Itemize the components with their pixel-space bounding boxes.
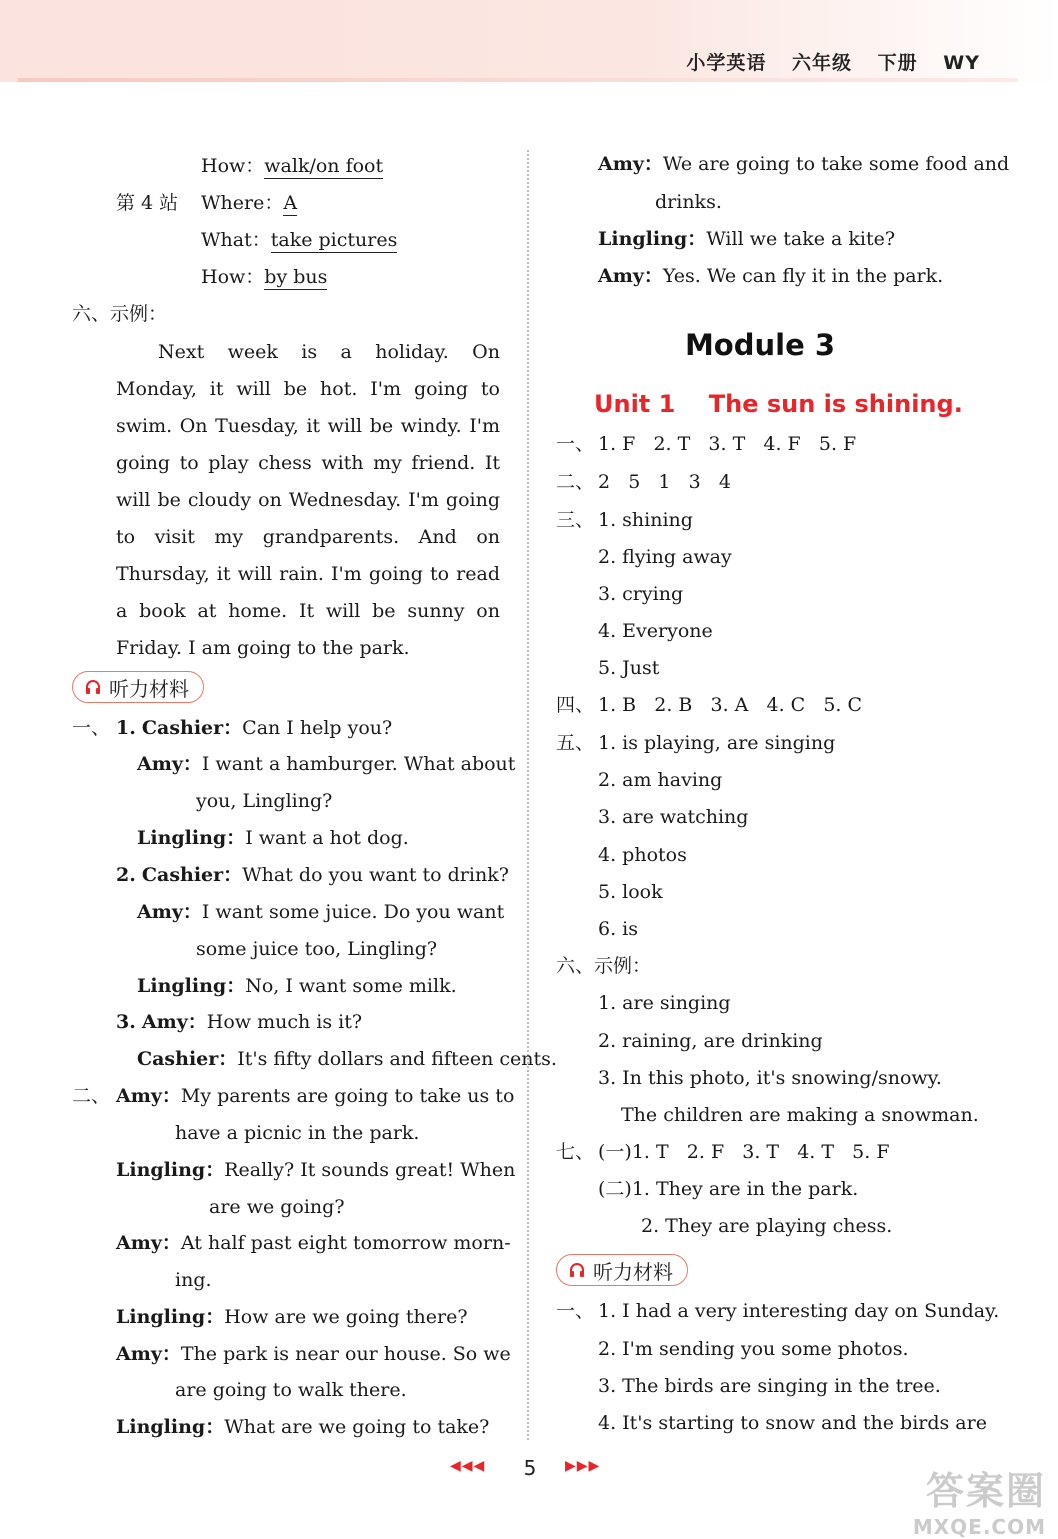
utterance: My parents are going to take us to — [180, 1085, 515, 1107]
answer-item: 4. photos — [598, 844, 687, 866]
listening-badge — [556, 1254, 688, 1286]
answer-item: 6. is — [598, 918, 638, 940]
utterance: What are we going to take? — [224, 1416, 490, 1438]
dialogue-line — [598, 227, 895, 251]
dialogue-line — [116, 716, 392, 740]
where-answer: A — [283, 192, 298, 214]
utterance: What do you want to drink? — [242, 864, 509, 886]
speaker: Amy： — [116, 1232, 181, 1254]
dialogue-line — [137, 826, 409, 850]
section-4-label: 四、 — [556, 694, 595, 716]
header-volume: 下册 — [877, 52, 918, 74]
dialogue-line: ing. — [175, 1269, 212, 1291]
speaker: Amy： — [137, 753, 202, 775]
watermark-bottom: MXQE.COM — [912, 1515, 1046, 1539]
answer-item: 2. am having — [598, 769, 723, 791]
section-6-label: 六、示例： — [556, 955, 652, 977]
speaker: Cashier： — [141, 717, 243, 739]
utterance: Will we take a kite? — [706, 228, 896, 250]
watermark — [866, 1460, 1046, 1539]
next-arrows-icon: ▶▶▶ — [565, 1458, 601, 1474]
prev-arrows-icon: ◀◀◀ — [450, 1458, 486, 1474]
answer-item: 5. look — [598, 881, 663, 903]
section-3-label: 三、 — [556, 509, 595, 531]
dialogue-line — [116, 1010, 362, 1034]
answer-item: 2. flying away — [598, 546, 732, 568]
speaker: Lingling： — [598, 228, 707, 250]
utterance: I want a hamburger. What about — [201, 753, 516, 775]
listening-label: 听力材料 — [593, 1259, 673, 1284]
utterance: Really? It sounds great! When — [224, 1159, 516, 1181]
section-6-label: 六、示例： — [72, 303, 168, 325]
page-number: 5 — [523, 1456, 537, 1480]
what-label: What： — [201, 229, 271, 251]
dialogue-line — [116, 1084, 514, 1108]
answer-item: 1. is playing, are singing — [598, 732, 836, 754]
speaker: Cashier： — [137, 1048, 238, 1070]
dialogue-line: have a picnic in the park. — [175, 1122, 420, 1144]
answer-item: 3. are watching — [598, 806, 749, 828]
section-7-part1: (一)1. T 2. F 3. T 4. T 5. F — [598, 1141, 890, 1163]
answer-item: 5. Just — [598, 657, 660, 679]
dialogue-line — [116, 1305, 468, 1329]
section-5-label: 五、 — [556, 732, 595, 754]
section-1-label: 一、 — [556, 433, 595, 455]
listening-label: 听力材料 — [109, 676, 189, 701]
section-4-answers: 1. B 2. B 3. A 4. C 5. C — [598, 694, 863, 716]
header-meta — [668, 48, 980, 75]
dialogue-line: are we going? — [209, 1196, 345, 1218]
dialogue-line — [137, 900, 504, 924]
unit-title: Unit 1 The sun is shining. — [594, 390, 963, 418]
how-answer: walk/on foot — [264, 155, 384, 177]
section-7-part2: (二)1. They are in the park. — [598, 1178, 859, 1200]
utterance: I want a hot dog. — [245, 827, 409, 849]
what-answer: take pictures — [270, 229, 398, 251]
listening-badge — [72, 671, 204, 703]
speaker: Amy： — [116, 1085, 181, 1107]
speaker: Amy： — [116, 1343, 181, 1365]
l-section-1-label: 一、 — [556, 1300, 595, 1322]
speaker: Lingling： — [116, 1416, 225, 1438]
how-answer: by bus — [264, 266, 328, 288]
speaker: Lingling： — [116, 1159, 225, 1181]
speaker: Lingling： — [137, 827, 246, 849]
dialogue-line: are going to walk there. — [175, 1379, 407, 1401]
listening-item: 2. I'm sending you some photos. — [598, 1338, 909, 1360]
section-2-answers: 2 5 1 3 4 — [598, 471, 731, 493]
utterance: How much is it? — [206, 1011, 363, 1033]
utterance: The park is near our house. So we — [180, 1343, 511, 1365]
dialogue-line — [598, 264, 943, 288]
station4-where — [201, 191, 297, 215]
module-title: Module 3 — [684, 328, 836, 362]
section-7-part2-item2: 2. They are playing chess. — [641, 1215, 893, 1237]
speaker: Cashier： — [141, 864, 243, 886]
header-subject: 小学英语 — [686, 52, 767, 74]
section-7-label: 七、 — [556, 1141, 595, 1163]
speaker: Amy： — [141, 1011, 207, 1033]
header-grade: 六年级 — [792, 52, 853, 74]
station4-how — [201, 265, 327, 289]
dialogue-line — [137, 974, 457, 998]
dialogue-line — [116, 863, 509, 887]
station4-what — [201, 228, 397, 252]
listening-item: 1. I had a very interesting day on Sunday. — [598, 1300, 1000, 1322]
speaker: Amy： — [598, 265, 663, 287]
sample-paragraph-text: Next week is a holiday. On Monday, it will be hot. I'm going to swim. On Tuesday, it will be windy. I'm going to play chess with my friend. It will be cloudy on Wednesday. I'm going to visit my grandparents. And on Thursday, it will rain. I'm going to read a book at home. It will be sunny on Friday. I am going to the park. — [116, 341, 500, 659]
how-label: How： — [201, 155, 265, 177]
utterance: How are we going there? — [224, 1306, 468, 1328]
speaker: Amy： — [137, 901, 202, 923]
utterance: Yes. We can fly it in the park. — [662, 265, 944, 287]
dialogue-line: drinks. — [655, 191, 722, 213]
speaker: Amy： — [598, 153, 663, 175]
watermark-top: 答案圈 — [925, 1469, 1046, 1513]
header-edition: WY — [943, 52, 980, 74]
speaker: Lingling： — [116, 1306, 225, 1328]
utterance: At half past eight tomorrow morn- — [180, 1232, 511, 1254]
listening-item: 4. It's starting to snow and the birds are — [598, 1412, 987, 1434]
section-2-label: 二、 — [556, 471, 595, 493]
dialogue-line — [598, 152, 1009, 176]
l-section-2-label: 二、 — [72, 1085, 111, 1107]
sample-paragraph — [116, 334, 500, 667]
section-1-answers: 1. F 2. T 3. T 4. F 5. F — [598, 433, 857, 455]
dialogue-line — [137, 1047, 557, 1071]
utterance: No, I want some milk. — [245, 975, 457, 997]
answer-item: 3. crying — [598, 583, 684, 605]
column-divider — [527, 150, 529, 1440]
speaker: Lingling： — [137, 975, 246, 997]
where-label: Where： — [201, 192, 284, 214]
how-label: How： — [201, 266, 265, 288]
dialogue-line — [116, 1231, 511, 1255]
item-number: 3. — [116, 1011, 136, 1033]
listening-item: 3. The birds are singing in the tree. — [598, 1375, 941, 1397]
headphones-icon — [85, 679, 101, 695]
answer-item: The children are making a snowman. — [621, 1104, 979, 1126]
dialogue-line — [137, 752, 515, 776]
answer-item: 4. Everyone — [598, 620, 713, 642]
answer-item: 1. are singing — [598, 992, 731, 1014]
l-section-1-label: 一、 — [72, 717, 111, 739]
station4-label: 第 4 站 — [116, 192, 179, 214]
answer-item: 2. raining, are drinking — [598, 1030, 823, 1052]
dialogue-line: some juice too, Lingling? — [196, 938, 438, 960]
item-number: 2. — [116, 864, 136, 886]
dialogue-line — [116, 1158, 515, 1182]
dialogue-line — [116, 1342, 511, 1366]
item-number: 1. — [116, 717, 136, 739]
answer-item: 3. In this photo, it's snowing/snowy. — [598, 1067, 942, 1089]
utterance: We are going to take some food and — [662, 153, 1010, 175]
answer-item: 1. shining — [598, 509, 693, 531]
headphones-icon — [569, 1262, 585, 1278]
utterance: Can I help you? — [242, 717, 393, 739]
utterance: It's fifty dollars and fifteen cents. — [237, 1048, 557, 1070]
utterance: I want some juice. Do you want — [201, 901, 505, 923]
station3-how — [201, 154, 383, 178]
dialogue-line: you, Lingling? — [196, 790, 333, 812]
dialogue-line — [116, 1415, 489, 1439]
